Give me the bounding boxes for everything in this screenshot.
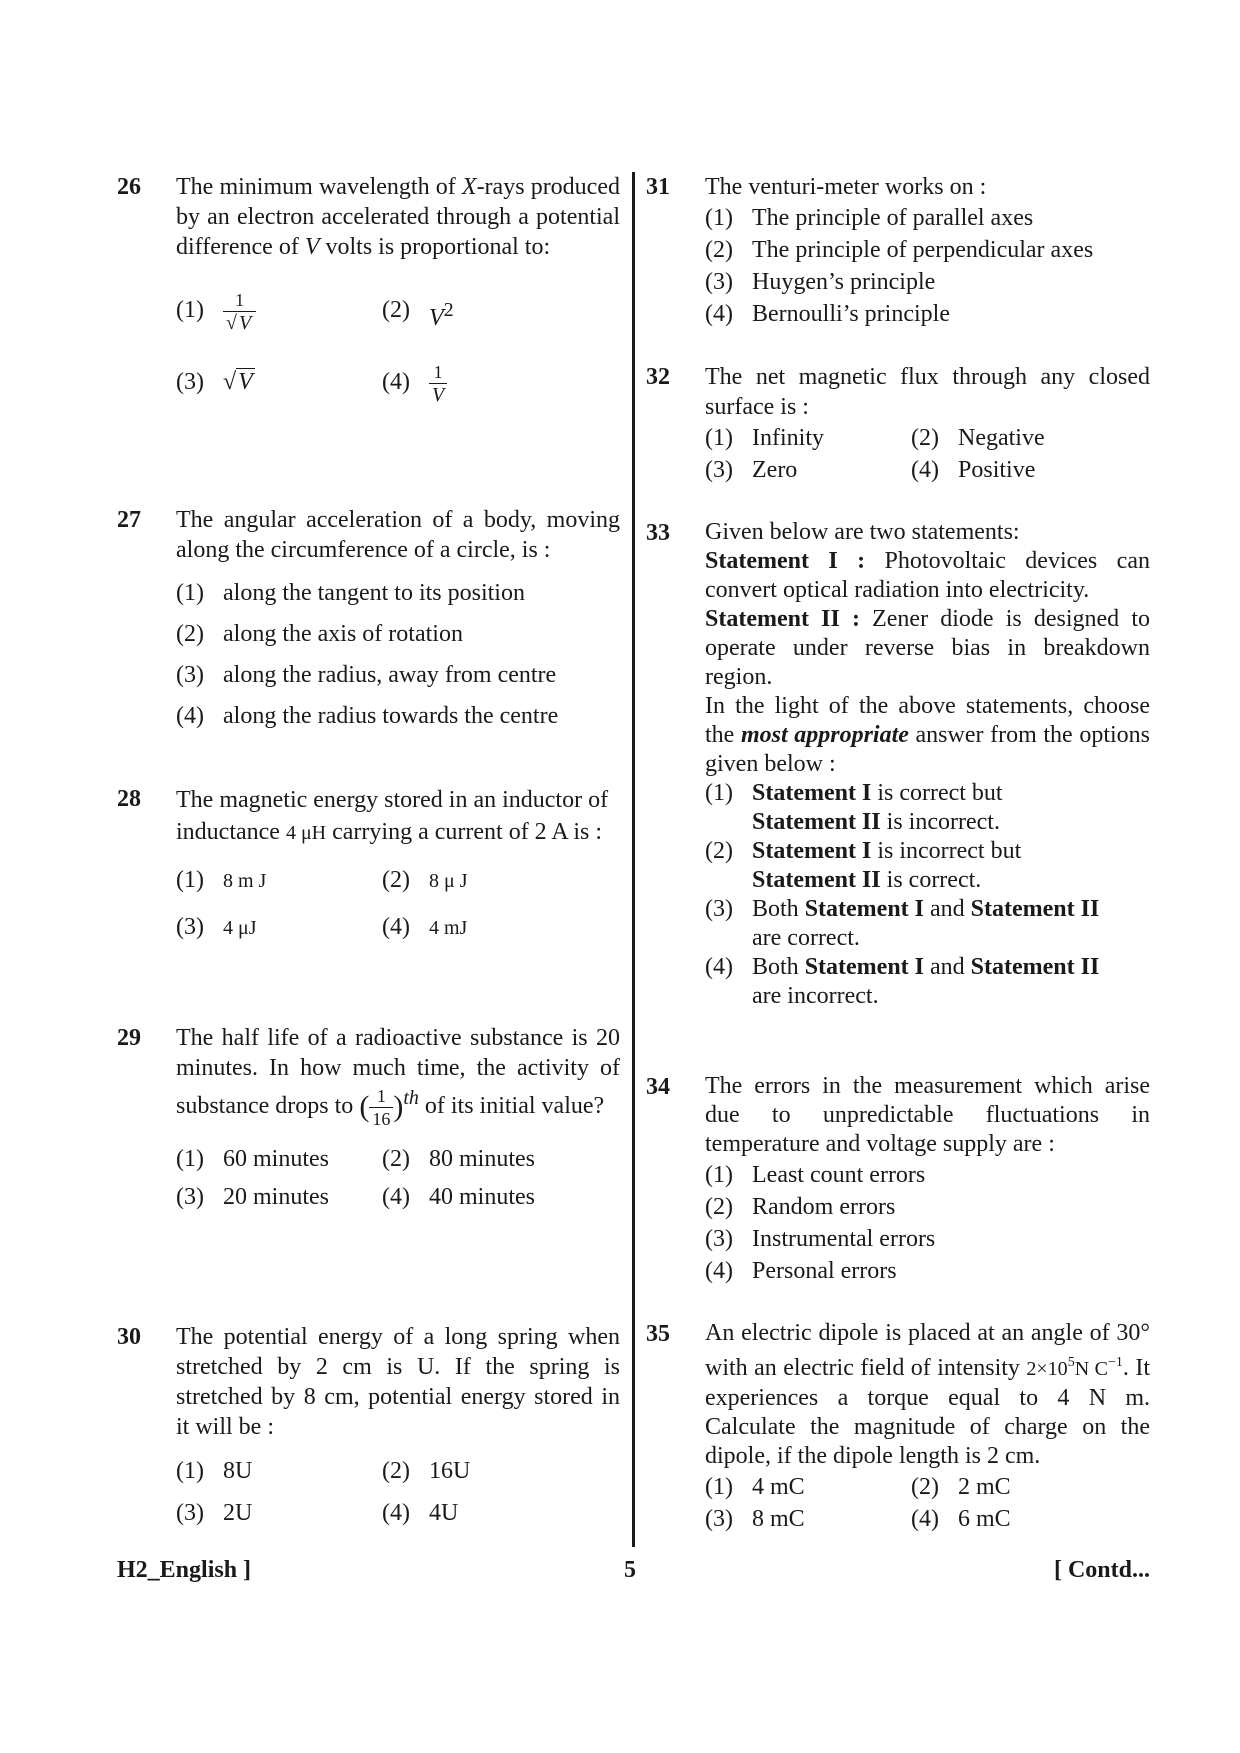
options <box>705 422 1150 486</box>
field-unit: N C <box>1074 1358 1108 1380</box>
text-part: carrying a current of 2 A is : <box>326 819 603 845</box>
text-part: The magnetic energy stored in an inductor of inductance <box>176 787 609 845</box>
numerator: 1 <box>223 289 256 312</box>
option-label: (2) <box>382 867 410 893</box>
option-4[interactable] <box>705 298 1150 330</box>
denominator: V <box>432 383 445 406</box>
statement-text: Photovoltaic devices can convert optical radiation into electricity. <box>705 548 1150 603</box>
option-4[interactable] <box>911 454 1111 486</box>
option-label: (1) <box>705 425 733 451</box>
option-label: (2) <box>705 237 733 263</box>
question-number: 35 <box>646 1321 670 1347</box>
option-label: (1) <box>176 1458 204 1484</box>
option-3[interactable] <box>176 1178 382 1216</box>
option-text: 60 minutes <box>223 1145 329 1172</box>
option-text: 8 mC <box>752 1506 805 1532</box>
option-label: (1) <box>705 205 733 231</box>
option-4[interactable] <box>382 1178 582 1216</box>
option-label: (2) <box>911 425 939 451</box>
option-3[interactable] <box>705 895 1150 953</box>
option-text: 8 m J <box>223 870 267 892</box>
text-part: is correct. <box>880 867 982 893</box>
exponent: 5 <box>1067 1355 1075 1370</box>
text-part: An electric dipole is placed at an angle of 30° with an electric field of intensity <box>705 1320 1150 1381</box>
question-number: 33 <box>646 520 670 546</box>
text-var: V <box>304 234 320 260</box>
question-34 <box>646 1072 1150 1287</box>
option-label: (2) <box>382 1458 410 1484</box>
option-3[interactable] <box>176 1492 382 1534</box>
text-part: is incorrect but <box>871 838 1022 864</box>
statement-2 <box>705 605 1150 692</box>
option-text: along the axis of rotation <box>223 621 463 647</box>
option-label: (4) <box>382 369 410 395</box>
option-text: along the tangent to its position <box>223 580 525 606</box>
exponent: 2 <box>443 299 454 321</box>
option-label: (3) <box>176 1183 204 1210</box>
text-part: volts is proportional to: <box>319 234 551 260</box>
option-label: (1) <box>176 867 204 893</box>
superscript: th <box>403 1087 419 1109</box>
question-intro: Given below are two statements: <box>705 519 1020 545</box>
column-divider <box>632 172 635 1547</box>
option-label: (2) <box>705 838 733 864</box>
option-text: along the radius towards the centre <box>223 703 559 729</box>
option-label: (4) <box>705 301 733 327</box>
option-text: 4 mJ <box>429 917 468 939</box>
option-text: Personal errors <box>752 1258 897 1284</box>
fraction <box>369 1085 393 1130</box>
text-part: is correct but <box>871 780 1003 806</box>
question-33 <box>646 518 1150 1011</box>
option-text: Zero <box>752 457 798 483</box>
text-part: are correct. <box>752 925 860 951</box>
option-1[interactable] <box>705 779 1150 837</box>
bold-part: Statement II <box>970 954 1100 980</box>
option-label: (2) <box>382 297 410 323</box>
option-label: (2) <box>705 1194 733 1220</box>
option-2[interactable] <box>382 1140 582 1178</box>
field-value: 2×10 <box>1026 1358 1068 1380</box>
option-text: Instrumental errors <box>752 1226 936 1252</box>
option-3[interactable]: (3) √V <box>176 358 382 406</box>
option-text: 4 mC <box>752 1474 805 1500</box>
option-3[interactable] <box>176 904 382 951</box>
text-part: of its initial value? <box>418 1093 605 1119</box>
options <box>117 573 620 737</box>
option-1[interactable] <box>705 1471 911 1503</box>
option-label: (1) <box>705 1162 733 1188</box>
option-label: (4) <box>382 914 410 940</box>
option-label: (1) <box>176 297 204 323</box>
option-label: (3) <box>705 1506 733 1532</box>
option-label: (3) <box>176 662 204 688</box>
option-2[interactable] <box>382 1450 582 1492</box>
option-label: (4) <box>382 1500 410 1526</box>
option-label: (3) <box>176 914 204 940</box>
option-text: Infinity <box>752 425 824 451</box>
question-text <box>176 784 620 849</box>
question-30 <box>117 1322 620 1534</box>
bold-part: Statement II <box>752 867 881 893</box>
option-3[interactable] <box>176 655 620 696</box>
option-label: (3) <box>705 896 733 922</box>
footer-code: H2_English ] <box>117 1557 252 1583</box>
footer-contd: [ Contd... <box>1053 1557 1150 1583</box>
option-2[interactable] <box>911 422 1111 454</box>
option-label: (4) <box>705 954 733 980</box>
bold-part: Statement II <box>752 809 881 835</box>
text-part: and <box>924 954 971 980</box>
text-part: Both <box>752 896 805 922</box>
bold-part: Statement I <box>804 896 924 922</box>
option-label: (3) <box>705 1226 733 1252</box>
bold-part: Statement II <box>970 896 1100 922</box>
exponent: −1 <box>1107 1355 1123 1370</box>
statement-1 <box>705 547 1150 605</box>
option-2[interactable] <box>382 857 582 904</box>
question-text: The potential energy of a long spring when stretched by 2 cm is U. If the spring is stretched by 8 cm, potential energy stored in it will be : <box>176 1324 620 1440</box>
text-var: X <box>461 174 477 200</box>
option-2[interactable] <box>911 1471 1111 1503</box>
option-4[interactable] <box>382 358 582 406</box>
options <box>176 857 620 951</box>
option-4[interactable] <box>911 1503 1111 1535</box>
instruction <box>705 692 1150 779</box>
option-label: (2) <box>382 1145 410 1172</box>
option-label: (2) <box>911 1474 939 1500</box>
question-number: 30 <box>117 1324 141 1350</box>
question-number: 27 <box>117 507 141 533</box>
option-label: (4) <box>382 1183 410 1210</box>
option-1[interactable] <box>176 1140 382 1178</box>
question-number: 26 <box>117 174 141 200</box>
option-text: Huygen’s principle <box>752 269 936 295</box>
options <box>705 1471 1150 1535</box>
option-1[interactable] <box>176 857 382 904</box>
option-1[interactable] <box>705 202 1150 234</box>
text-part: and <box>924 896 971 922</box>
option-text: Negative <box>958 425 1045 451</box>
question-35 <box>646 1319 1150 1535</box>
option-4[interactable] <box>382 904 582 951</box>
question-28 <box>117 784 620 951</box>
option-text: 4U <box>429 1500 459 1526</box>
option-text: 20 minutes <box>223 1183 329 1210</box>
question-26 <box>117 172 620 406</box>
option-label: (2) <box>176 621 204 647</box>
option-4[interactable] <box>705 953 1150 1011</box>
option-text: 8 μ J <box>429 870 468 892</box>
option-label: (4) <box>911 457 939 483</box>
question-number: 28 <box>117 786 141 812</box>
text-part: answer from the options given below : <box>705 722 1150 777</box>
question-text: The angular acceleration of a body, moving along the circumference of a circle, is : <box>176 507 620 563</box>
numerator: 1 <box>429 361 447 384</box>
option-text: 6 mC <box>958 1506 1011 1532</box>
option-2[interactable] <box>176 614 620 655</box>
option-4[interactable] <box>382 1492 582 1534</box>
question-text: The net magnetic flux through any closed surface is : <box>705 364 1150 420</box>
text-part: Both <box>752 954 805 980</box>
option-text: Least count errors <box>752 1162 926 1188</box>
options <box>646 779 1150 1011</box>
option-2[interactable] <box>382 286 582 342</box>
option-label: (1) <box>705 1474 733 1500</box>
option-label: (4) <box>705 1258 733 1284</box>
option-label: (1) <box>705 780 733 806</box>
options <box>176 1140 620 1216</box>
question-number: 31 <box>646 174 670 200</box>
option-label: (3) <box>705 457 733 483</box>
question-text <box>705 1319 1150 1471</box>
option-text: along the radius, away from centre <box>223 662 557 688</box>
option-text: 16U <box>429 1458 471 1484</box>
question-27 <box>117 505 620 737</box>
statement-label: Statement I : <box>705 548 866 574</box>
text-part: The half life of a radioactive substance is 20 minutes. In how much time, the activity of substance drops to <box>176 1025 620 1119</box>
option-3[interactable] <box>705 1503 911 1535</box>
option-text: 2U <box>223 1500 253 1526</box>
bold-part: Statement I <box>752 780 872 806</box>
option-label: (3) <box>176 1500 204 1526</box>
statement-label: Statement II : <box>705 606 860 632</box>
question-text: The errors in the measurement which arise due to unpredictable fluctuations in temperature and voltage supply are : <box>705 1073 1150 1157</box>
option-text: Positive <box>958 457 1036 483</box>
radicand: V <box>238 311 252 334</box>
options <box>646 1159 1150 1287</box>
text-part: -rays produced by an electron accelerated through a potential difference of <box>176 174 620 260</box>
option-label: (4) <box>911 1506 939 1532</box>
option-4[interactable] <box>705 1255 1150 1287</box>
text-part: In the light of the above statements, choose the <box>705 693 1150 748</box>
option-1[interactable] <box>176 1450 382 1492</box>
question-32 <box>646 362 1150 486</box>
options <box>646 202 1150 330</box>
option-label: (4) <box>176 703 204 729</box>
bold-part: Statement I <box>804 954 924 980</box>
paren-close: ) <box>393 1090 404 1124</box>
question-number: 32 <box>646 364 670 390</box>
radicand: V <box>238 369 253 395</box>
option-label: (1) <box>176 1145 204 1172</box>
fraction <box>429 361 447 406</box>
option-text: The principle of perpendicular axes <box>752 237 1094 263</box>
option-text: Bernoulli’s principle <box>752 301 950 327</box>
page-number: 5 <box>624 1557 636 1583</box>
question-text <box>176 172 620 262</box>
question-31 <box>646 172 1150 330</box>
option-1[interactable] <box>176 573 620 614</box>
denominator: √ V <box>226 311 252 334</box>
option-text: 2 mC <box>958 1474 1011 1500</box>
option-1[interactable] <box>176 286 382 342</box>
option-text: 40 minutes <box>429 1183 535 1210</box>
option-text: Random errors <box>752 1194 896 1220</box>
option-2[interactable] <box>705 837 1150 895</box>
denominator: 16 <box>372 1108 391 1129</box>
bold-part: Statement I <box>752 838 872 864</box>
emphasis: most appropriate <box>740 722 909 748</box>
option-text: 80 minutes <box>429 1145 535 1172</box>
question-number: 34 <box>646 1074 670 1100</box>
text-part: is incorrect. <box>880 809 1000 835</box>
inductance-value: 4 μH <box>285 822 327 844</box>
option-1[interactable] <box>705 422 911 454</box>
option-2[interactable] <box>705 234 1150 266</box>
option-text: The principle of parallel axes <box>752 205 1034 231</box>
text-part: The minimum wavelength of <box>176 174 462 200</box>
option-3[interactable] <box>705 454 911 486</box>
statement-text: Zener diode is designed to operate under reverse bias in breakdown region. <box>705 606 1150 690</box>
option-3[interactable] <box>705 1223 1150 1255</box>
option-text: 8U <box>223 1458 253 1484</box>
option-4[interactable] <box>176 696 620 737</box>
question-number: 29 <box>117 1025 141 1051</box>
option-1[interactable] <box>705 1159 1150 1191</box>
question-29 <box>117 1023 620 1216</box>
text-part: are incorrect. <box>752 983 879 1009</box>
option-2[interactable] <box>705 1191 1150 1223</box>
option-text: 4 μJ <box>223 917 257 939</box>
question-text: The venturi-meter works on : <box>705 174 987 200</box>
base: V <box>429 305 444 331</box>
options <box>176 1450 620 1534</box>
option-3[interactable] <box>705 266 1150 298</box>
option-label: (1) <box>176 580 204 606</box>
option-label: (3) <box>176 369 204 395</box>
paren-open: ( <box>359 1090 370 1124</box>
question-text <box>176 1023 620 1130</box>
fraction <box>223 289 256 334</box>
text-part: . It experiences a torque equal to 4 N m. Calculate the magnitude of charge on the dipole, if the dipole length is 2 cm. <box>705 1355 1150 1469</box>
options <box>176 286 620 406</box>
option-label: (3) <box>705 269 733 295</box>
numerator: 1 <box>369 1085 393 1108</box>
